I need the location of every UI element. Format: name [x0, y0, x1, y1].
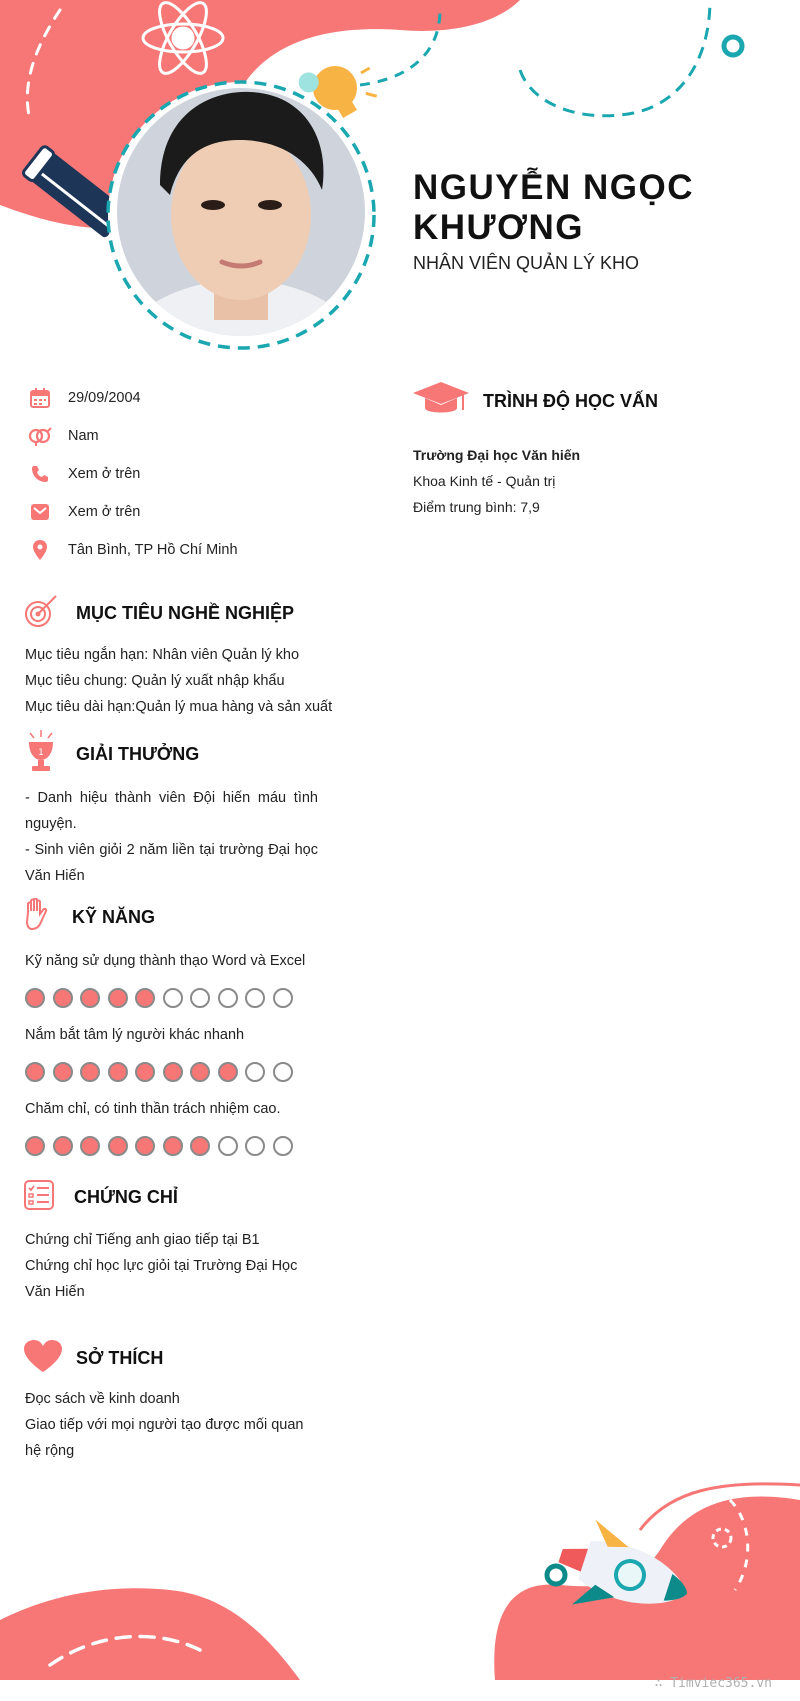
contact-row-email — [28, 498, 140, 526]
awards-title: GIẢI THƯỞNG — [76, 744, 200, 764]
award-item: - Danh hiệu thành viên Đội hiến máu tình nguyện. — [25, 790, 318, 832]
skill-dot-empty — [190, 988, 210, 1008]
skill-dot-filled — [80, 1062, 100, 1082]
ring-icon — [724, 37, 742, 55]
skill-dot-empty — [273, 1062, 293, 1082]
svg-text:1: 1 — [38, 748, 44, 758]
skill-dot-filled — [108, 988, 128, 1008]
award-item: - Sinh viên giỏi 2 năm liền tại trường Đại học Văn Hiến — [25, 842, 318, 884]
skill-dot-filled — [53, 1062, 73, 1082]
education-title: TRÌNH ĐỘ HỌC VẤN — [483, 391, 658, 411]
hobby-line: Đọc sách về kinh doanh — [25, 1391, 180, 1407]
education-school: Trường Đại học Văn hiến — [413, 447, 581, 463]
skill-dot-filled — [53, 1136, 73, 1156]
skill-rating — [25, 1062, 293, 1082]
phone-text: Xem ở trên — [68, 466, 141, 482]
skill-dot-empty — [218, 1136, 238, 1156]
bottom-left-blob — [0, 1588, 300, 1680]
skill-dot-filled — [190, 1136, 210, 1156]
skill-name: Nắm bắt tâm lý người khác nhanh — [25, 1027, 245, 1043]
skill-rating — [25, 988, 293, 1008]
job-title: NHÂN VIÊN QUẢN LÝ KHO — [413, 253, 640, 273]
skill-dot-filled — [218, 1062, 238, 1082]
skill-rating — [25, 1136, 293, 1156]
candidate-name: NGUYỄN NGỌC KHƯƠNG — [413, 168, 694, 247]
certificates-heading — [24, 1180, 178, 1215]
career-goal-line: Mục tiêu ngắn hạn: Nhân viên Quản lý kho — [25, 647, 300, 663]
skill-dot-filled — [135, 1136, 155, 1156]
certificate-line: Chứng chỉ học lực giỏi tại Trường Đại Học Văn Hiến — [25, 1258, 298, 1300]
skill-dot-filled — [80, 1136, 100, 1156]
phone-icon — [28, 462, 52, 486]
skill-dot-empty — [163, 988, 183, 1008]
address-text: Tân Bình, TP Hồ Chí Minh — [68, 542, 238, 558]
skill-dot-filled — [108, 1136, 128, 1156]
birthday-text: 29/09/2004 — [68, 390, 141, 406]
skill-dot-filled — [25, 1062, 45, 1082]
skill-dot-filled — [80, 988, 100, 1008]
hand-icon — [24, 898, 50, 937]
avatar — [111, 88, 371, 360]
skill-dot-filled — [135, 988, 155, 1008]
watermark: ∴ Timviec365.vn — [654, 1676, 772, 1691]
graduation-cap-icon — [413, 380, 469, 423]
footer-decoration — [0, 1440, 800, 1701]
contact-row-phone — [28, 460, 140, 488]
skills-heading — [24, 898, 155, 937]
career-goal-heading — [24, 594, 294, 633]
career-goal-line: Mục tiêu dài hạn:Quản lý mua hàng và sản xuất — [25, 699, 333, 715]
skill-dot-filled — [135, 1062, 155, 1082]
skill-dot-filled — [25, 988, 45, 1008]
calendar-icon — [28, 386, 52, 410]
hobby-line: Giao tiếp với mọi người tạo được mối quan hệ rộng — [25, 1417, 304, 1459]
checklist-icon — [24, 1180, 54, 1215]
skill-name: Chăm chỉ, có tinh thần trách nhiệm cao. — [25, 1101, 281, 1117]
contact-row-gender — [28, 422, 99, 450]
target-icon — [24, 594, 58, 633]
awards-heading — [24, 730, 199, 779]
hobbies-heading — [24, 1340, 163, 1377]
skill-dot-empty — [245, 988, 265, 1008]
trophy-icon — [24, 730, 58, 779]
contact-row-address — [28, 536, 238, 564]
skill-dot-empty — [245, 1062, 265, 1082]
skill-dot-filled — [190, 1062, 210, 1082]
skill-name: Kỹ năng sử dụng thành thạo Word và Excel — [25, 953, 306, 969]
skill-dot-filled — [163, 1136, 183, 1156]
skill-dot-filled — [53, 988, 73, 1008]
location-icon — [28, 538, 52, 562]
email-text: Xem ở trên — [68, 504, 141, 520]
skill-dot-empty — [245, 1136, 265, 1156]
certificate-line: Chứng chỉ Tiếng anh giao tiếp tại B1 — [25, 1232, 260, 1248]
education-heading — [413, 380, 658, 423]
ring-icon — [547, 1566, 565, 1584]
career-goal-line: Mục tiêu chung: Quản lý xuất nhập khẩu — [25, 673, 285, 689]
career-goal-title: MỤC TIÊU NGHỀ NGHIỆP — [76, 603, 295, 623]
education-gpa: Điểm trung bình: 7,9 — [413, 499, 540, 515]
email-icon — [28, 500, 52, 524]
education-faculty: Khoa Kinh tế - Quản trị — [413, 473, 556, 489]
skill-dot-filled — [108, 1062, 128, 1082]
gender-text: Nam — [68, 428, 99, 444]
skill-dot-filled — [25, 1136, 45, 1156]
gender-icon — [28, 424, 52, 448]
skill-dot-empty — [218, 988, 238, 1008]
skill-dot-empty — [273, 1136, 293, 1156]
heart-icon — [24, 1340, 62, 1377]
certificates-title: CHỨNG CHỈ — [74, 1187, 178, 1207]
skills-title: KỸ NĂNG — [72, 907, 156, 927]
skill-dot-filled — [163, 1062, 183, 1082]
hobbies-title: SỞ THÍCH — [76, 1348, 164, 1368]
contact-row-birthday — [28, 384, 141, 412]
skill-dot-empty — [273, 988, 293, 1008]
